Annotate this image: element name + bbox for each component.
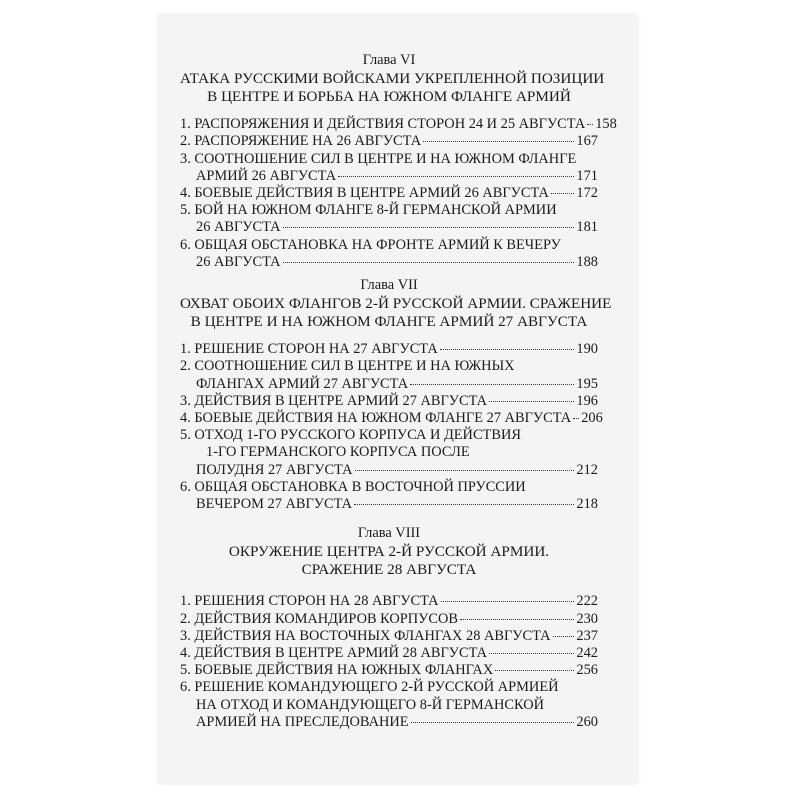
entry-text: 3. СООТНОШЕНИЕ СИЛ В ЦЕНТРЕ И НА ЮЖНОМ ФЛАНГЕ: [180, 150, 577, 167]
toc-entry: [180, 645, 598, 662]
chapter-title-line: В ЦЕНТРЕ И НА ЮЖНОМ ФЛАНГЕ АРМИЙ 27 АВГУСТА: [190, 313, 588, 331]
page-number: 190: [576, 341, 598, 358]
dot-leader: [460, 619, 574, 620]
entry-text: 1-ГО ГЕРМАНСКОГО КОРПУСА ПОСЛЕ: [206, 444, 470, 461]
chapter-title-line: ОХВАТ ОБОИХ ФЛАНГОВ 2-Й РУССКОЙ АРМИИ. СРАЖЕНИЕ: [180, 295, 612, 313]
dot-leader: [410, 384, 574, 385]
chapter-label: Глава VI: [362, 52, 416, 68]
dot-leader: [587, 124, 593, 125]
page-number: 158: [595, 116, 617, 133]
table-of-contents: [180, 52, 617, 737]
toc-entry: [180, 358, 598, 392]
dot-leader: [354, 504, 574, 505]
entry-text: НА ОТХОД И КОМАНДУЮЩЕГО 8-Й ГЕРМАНСКОЙ: [196, 696, 545, 713]
entry-text: 5. БОЙ НА ЮЖНОМ ФЛАНГЕ 8-Й ГЕРМАНСКОЙ АРМИИ: [180, 202, 557, 219]
page-number: 237: [576, 627, 598, 644]
dot-leader: [411, 722, 575, 723]
page-number: 172: [576, 185, 598, 202]
entry-text: АРМИЙ 26 АВГУСТА: [196, 167, 337, 184]
entry-text: 26 АВГУСТА: [196, 219, 281, 236]
entry-text: 4. БОЕВЫЕ ДЕЙСТВИЯ НА ЮЖНОМ ФЛАНГЕ 27 АВГУСТА: [180, 410, 572, 427]
page-number: 212: [576, 461, 598, 478]
toc-entry: [180, 628, 598, 645]
toc-entry: [180, 662, 598, 679]
chapter-title-line: СРАЖЕНИЕ 28 АВГУСТА: [301, 561, 477, 579]
dot-leader: [338, 176, 574, 177]
toc-entry: [180, 341, 598, 358]
entry-text: 6. ОБЩАЯ ОБСТАНОВКА В ВОСТОЧНОЙ ПРУССИИ: [180, 478, 526, 495]
entry-text: 1. РЕШЕНИЕ СТОРОН НА 27 АВГУСТА: [180, 341, 438, 358]
entry-text: 1. РЕШЕНИЯ СТОРОН НА 28 АВГУСТА: [180, 593, 439, 610]
toc-entry: [180, 679, 598, 731]
page-number: 242: [576, 645, 598, 662]
entry-text: 2. СООТНОШЕНИЕ СИЛ В ЦЕНТРЕ И НА ЮЖНЫХ: [180, 358, 515, 375]
entry-text: 6. ОБЩАЯ ОБСТАНОВКА НА ФРОНТЕ АРМИЙ К ВЕЧЕРУ: [180, 236, 561, 253]
toc-entry: [180, 202, 598, 236]
chapter-7: [180, 277, 612, 331]
entry-text: 26 АВГУСТА: [196, 253, 281, 270]
chapter-label: Глава VIII: [357, 525, 421, 542]
dot-leader: [441, 601, 575, 602]
entry-text: ПОЛУДНЯ 27 АВГУСТА: [196, 461, 353, 478]
entry-text: ВЕЧЕРОМ 27 АВГУСТА: [196, 496, 353, 513]
toc-entry: [180, 237, 598, 271]
toc-entry: [180, 593, 598, 610]
chapter-title: [180, 70, 605, 106]
chapter-8-entries: [180, 593, 598, 731]
chapter-8: [180, 525, 598, 579]
chapter-title-line: АТАКА РУССКИМИ ВОЙСКАМИ УКРЕПЛЕННОЙ ПОЗИЦИИ: [180, 70, 605, 88]
dot-leader: [573, 418, 579, 419]
dot-leader: [283, 227, 575, 228]
entry-text: 3. ДЕЙСТВИЯ НА ВОСТОЧНЫХ ФЛАНГАХ 28 АВГУСТА: [180, 627, 551, 644]
page-number: 260: [576, 713, 598, 730]
entry-text: 2. ДЕЙСТВИЯ КОМАНДИРОВ КОРПУСОВ: [180, 610, 458, 627]
chapter-title: [180, 543, 598, 579]
entry-text: 5. БОЕВЫЕ ДЕЙСТВИЯ НА ЮЖНЫХ ФЛАНГАХ: [180, 662, 494, 679]
toc-entry: [180, 133, 598, 150]
page-number: 196: [576, 392, 598, 409]
toc-entry: [180, 611, 598, 628]
page-number: 218: [576, 496, 598, 513]
toc-entry: [180, 116, 617, 133]
entry-text: ФЛАНГАХ АРМИЙ 27 АВГУСТА: [196, 375, 409, 392]
page-number: 195: [576, 375, 598, 392]
page-number: 188: [576, 253, 598, 270]
chapter-label: Глава VII: [360, 277, 418, 294]
chapter-title: [180, 295, 612, 331]
dot-leader: [489, 401, 574, 402]
chapter-7-entries: [180, 341, 603, 513]
dot-leader: [283, 262, 575, 263]
entry-text: 2. РАСПОРЯЖЕНИЕ НА 26 АВГУСТА: [180, 133, 422, 150]
chapter-title-line: ОКРУЖЕНИЕ ЦЕНТРА 2-Й РУССКОЙ АРМИИ.: [228, 543, 550, 561]
entry-text: 1. РАСПОРЯЖЕНИЯ И ДЕЙСТВИЯ СТОРОН 24 И 25 АВГУСТА: [180, 116, 586, 133]
page-number: 230: [576, 610, 598, 627]
page-number: 222: [576, 593, 598, 610]
dot-leader: [553, 636, 575, 637]
entry-text: 6. РЕШЕНИЕ КОМАНДУЮЩЕГО 2-Й РУССКОЙ АРМИЕЙ: [180, 679, 559, 696]
toc-entry: [180, 393, 598, 410]
page-number: 256: [576, 662, 598, 679]
toc-entry: [180, 185, 598, 202]
dot-leader: [489, 653, 574, 654]
page-number: 181: [576, 219, 598, 236]
page-number: 171: [576, 167, 598, 184]
entry-text: АРМИЕЙ НА ПРЕСЛЕДОВАНИЕ: [196, 713, 409, 730]
chapter-6-entries: [180, 116, 617, 271]
entry-text: 4. ДЕЙСТВИЯ В ЦЕНТРЕ АРМИЙ 28 АВГУСТА: [180, 645, 488, 662]
entry-text: 4. БОЕВЫЕ ДЕЙСТВИЯ В ЦЕНТРЕ АРМИЙ 26 АВГУСТА: [180, 185, 549, 202]
chapter-6: [180, 52, 605, 106]
book-page: [158, 14, 638, 784]
toc-entry: [180, 427, 598, 479]
dot-leader: [551, 193, 574, 194]
dot-leader: [440, 349, 575, 350]
entry-text: 5. ОТХОД 1-ГО РУССКОГО КОРПУСА И ДЕЙСТВИЯ: [180, 427, 521, 444]
dot-leader: [355, 470, 575, 471]
chapter-title-line: В ЦЕНТРЕ И БОРЬБА НА ЮЖНОМ ФЛАНГЕ АРМИЙ: [207, 88, 571, 106]
toc-entry: [180, 151, 598, 185]
dot-leader: [495, 670, 574, 671]
toc-entry: [180, 410, 603, 427]
dot-leader: [423, 141, 574, 142]
page-number: 206: [581, 410, 603, 427]
entry-text: 3. ДЕЙСТВИЯ В ЦЕНТРЕ АРМИЙ 27 АВГУСТА: [180, 392, 488, 409]
toc-entry: [180, 479, 598, 513]
page-number: 167: [576, 133, 598, 150]
